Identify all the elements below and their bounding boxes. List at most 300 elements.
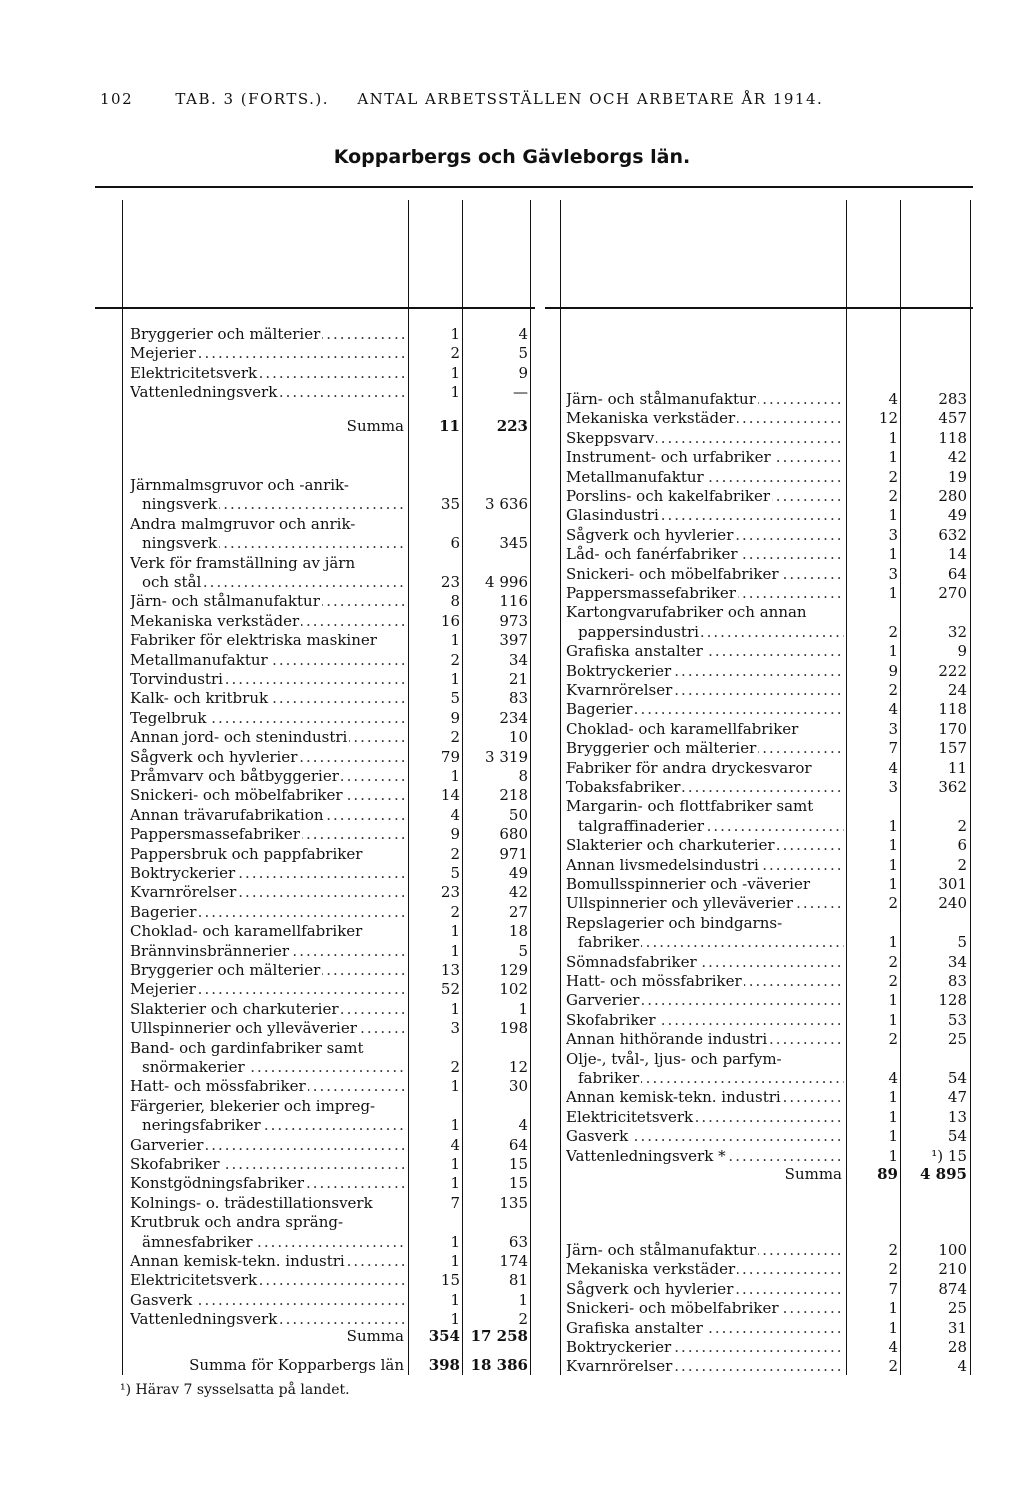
workers-value: 174 <box>499 1252 528 1270</box>
workers-value: 116 <box>499 592 528 611</box>
workplaces-value: 2 <box>888 1357 898 1376</box>
workplaces-value: 7 <box>888 1279 898 1298</box>
workplaces-value: 13 <box>440 961 460 979</box>
row-label-text: Ullspinnerier och ylleväverier <box>566 894 793 913</box>
workplaces-value: 1 <box>450 1232 460 1251</box>
workplaces-value: 1 <box>450 1252 460 1270</box>
row-label <box>130 554 406 573</box>
row-label <box>566 1241 844 1260</box>
row-label <box>566 603 844 622</box>
row-label-text: Kalk- och kritbruk <box>130 689 269 708</box>
row-label <box>130 344 406 363</box>
workers-value: 1 <box>518 1290 528 1309</box>
row-label <box>130 612 406 631</box>
row-label <box>566 1147 844 1166</box>
workplaces-value: 4 <box>888 700 898 719</box>
workers-value: 11 <box>947 758 967 777</box>
workers-value: 42 <box>508 883 528 902</box>
row-label-text: Sågverk och hyvlerier <box>566 525 734 544</box>
row-label <box>566 1299 844 1318</box>
row-label-text: Fabriker för elektriska maskiner <box>130 631 377 650</box>
row-label <box>566 662 844 681</box>
row-label-text: Slakterier och charkuterier <box>130 999 339 1018</box>
row-label-text: Tobaksfabriker <box>566 778 681 796</box>
workers-value: 2 <box>957 816 967 835</box>
workers-value: 632 <box>938 525 967 544</box>
workplaces-value: 4 <box>450 1135 460 1154</box>
row-label <box>566 681 844 700</box>
row-label-text: Grafiska anstalter <box>566 642 703 661</box>
workplaces-value: 79 <box>440 747 460 766</box>
summa-workplaces: 89 <box>877 1165 898 1183</box>
workers-value: 118 <box>938 700 967 719</box>
group-number <box>542 1108 556 1127</box>
workplaces-value: 2 <box>888 467 898 486</box>
row-label-text: Verk för framställning av järn <box>130 553 356 572</box>
row-label <box>566 1127 844 1146</box>
workers-value: 15 <box>508 1155 528 1173</box>
row-label-text: Kvarnrörelser <box>566 1357 673 1376</box>
row-label <box>130 689 406 708</box>
workers-value: 2 <box>957 855 967 874</box>
workers-value: 83 <box>508 689 528 708</box>
row-label <box>142 1116 406 1135</box>
row-label <box>130 592 406 611</box>
workers-value: 8 <box>518 767 528 785</box>
workers-value: 64 <box>508 1135 528 1154</box>
workplaces-value: 1 <box>450 999 460 1018</box>
workplaces-value: 1 <box>888 1318 898 1337</box>
group-number <box>108 748 122 767</box>
group-number <box>542 1357 556 1376</box>
column-divider <box>970 200 971 1375</box>
workplaces-value: 4 <box>888 1338 898 1356</box>
workplaces-value: 1 <box>450 941 460 960</box>
row-label-text: Margarin- och flottfabriker samt <box>566 797 814 816</box>
summa-workers: 17 258 <box>470 1327 528 1345</box>
group-number <box>108 476 122 495</box>
row-label-text: Bryggerier och mälterier <box>566 739 757 758</box>
row-label <box>130 786 406 805</box>
workers-value: 25 <box>947 1299 967 1318</box>
workplaces-value: 4 <box>888 1069 898 1087</box>
summa-workplaces: 354 <box>428 1327 460 1345</box>
workers-value: 210 <box>938 1260 967 1279</box>
column-divider <box>408 200 409 1375</box>
workers-value: 129 <box>499 961 528 979</box>
workplaces-value: 23 <box>440 883 460 902</box>
row-label <box>566 1030 844 1049</box>
workers-value: 50 <box>508 805 528 824</box>
workers-value: 100 <box>938 1241 967 1259</box>
row-label <box>130 825 406 844</box>
workers-value: 27 <box>508 902 528 921</box>
row-label-text: Vattenledningsverk <box>130 383 278 402</box>
workplaces-value: 1 <box>450 767 460 785</box>
workplaces-value: 1 <box>888 545 898 564</box>
workers-value: 170 <box>938 719 967 738</box>
row-label <box>566 914 844 933</box>
row-label-text: Grafiska anstalter <box>566 1318 703 1337</box>
row-label <box>578 933 844 952</box>
row-label <box>130 903 406 922</box>
row-label-text: Konstgödningsfabriker <box>130 1174 305 1193</box>
row-label <box>566 1011 844 1030</box>
row-label <box>566 487 844 506</box>
workers-value: 12 <box>508 1058 528 1076</box>
row-label <box>566 759 844 778</box>
row-label-text: snörmakerier <box>142 1058 245 1076</box>
workplaces-value: 9 <box>450 825 460 844</box>
row-label-text: ämnesfabriker <box>142 1232 253 1251</box>
workers-value: 971 <box>499 844 528 863</box>
workers-value: ¹) 15 <box>931 1146 967 1165</box>
footnote: ¹) Härav 7 sysselsatta på landet. <box>120 1382 350 1398</box>
row-label-text: Fabriker för andra dryckesvaror <box>566 758 812 777</box>
workplaces-value: 23 <box>440 573 460 591</box>
workplaces-value: 1 <box>450 631 460 650</box>
row-label <box>130 1291 406 1310</box>
row-label-text: Snickeri- och möbelfabriker <box>566 564 779 583</box>
workplaces-value: 1 <box>888 933 898 952</box>
row-label <box>566 1338 844 1357</box>
row-label <box>130 1097 406 1116</box>
row-label <box>130 728 406 747</box>
summa-workers: 18 386 <box>470 1356 528 1374</box>
workplaces-value: 2 <box>888 681 898 699</box>
workers-value: 4 996 <box>485 573 528 591</box>
row-label <box>130 515 406 534</box>
workplaces-value: 1 <box>888 991 898 1010</box>
group-number <box>108 1019 122 1038</box>
row-label-text: Annan livsmedelsindustri <box>566 855 759 874</box>
row-label-text: Andra malmgruvor och anrik- <box>130 514 356 533</box>
workers-value: 54 <box>947 1127 967 1146</box>
workplaces-value: 5 <box>450 864 460 882</box>
row-label <box>130 1213 406 1232</box>
workers-value: 680 <box>499 825 528 844</box>
row-label-text: ningsverk <box>142 534 218 553</box>
workplaces-value: 1 <box>888 855 898 874</box>
workplaces-value: 4 <box>888 390 898 408</box>
row-label-text: Torvindustri <box>130 670 223 688</box>
row-label <box>142 1233 406 1252</box>
row-label <box>130 1194 406 1213</box>
group-number <box>542 487 556 506</box>
row-label-text: Boktryckerier <box>566 1338 672 1356</box>
row-label <box>578 817 844 836</box>
workers-value: 240 <box>938 894 967 913</box>
row-label <box>566 972 844 991</box>
row-label-text: Mekaniska verkstäder <box>566 409 736 428</box>
row-label <box>566 778 844 797</box>
row-label <box>566 1280 844 1299</box>
row-label-text: Hatt- och mössfabriker <box>130 1077 306 1096</box>
workers-value: 42 <box>947 448 967 467</box>
workers-value: 9 <box>518 363 528 382</box>
row-label <box>566 506 844 525</box>
workplaces-value: 14 <box>440 786 460 805</box>
workplaces-value: 1 <box>450 1310 460 1329</box>
row-label-text: Skeppsvarv <box>566 428 655 447</box>
row-label <box>566 856 844 875</box>
row-label-text: Bryggerier och mälterier <box>130 961 321 979</box>
workplaces-value: 1 <box>450 922 460 941</box>
workers-value: 280 <box>938 487 967 505</box>
row-label <box>566 1088 844 1107</box>
row-label <box>566 836 844 855</box>
workers-value: 24 <box>947 681 967 699</box>
row-label <box>142 1058 406 1077</box>
workplaces-value: 1 <box>888 1088 898 1107</box>
workers-value: 4 <box>518 1116 528 1135</box>
row-label <box>130 1039 406 1058</box>
row-label <box>130 980 406 999</box>
row-label-text: Metallmanufaktur <box>130 650 268 669</box>
workplaces-value: 1 <box>888 1127 898 1146</box>
row-label-text: Vattenledningsverk <box>130 1310 278 1329</box>
row-label <box>130 364 406 383</box>
row-label <box>566 1260 844 1279</box>
row-label-text: Annan kemisk-tekn. industri <box>566 1088 781 1107</box>
row-label-text: Vattenledningsverk * <box>566 1146 726 1165</box>
row-label-text: Bomullsspinnerier och -väverier <box>566 875 811 893</box>
row-label-text: Annan jord- och stenindustri <box>130 728 348 747</box>
workplaces-value: 1 <box>450 1174 460 1193</box>
page-title: Kopparbergs och Gävleborgs län. <box>333 146 691 168</box>
workplaces-value: 2 <box>450 844 460 863</box>
workplaces-value: 52 <box>440 980 460 999</box>
workplaces-value: 1 <box>888 428 898 447</box>
row-label <box>566 739 844 758</box>
workers-value: 14 <box>947 545 967 564</box>
row-label-text: Ullspinnerier och ylleväverier <box>130 1019 357 1038</box>
workplaces-value: 4 <box>888 758 898 777</box>
row-label <box>566 894 844 913</box>
group-number <box>542 681 556 700</box>
row-label <box>566 448 844 467</box>
row-label <box>130 1252 406 1271</box>
row-label <box>130 845 406 864</box>
workers-value: 19 <box>947 467 967 486</box>
workers-value: 4 <box>957 1357 967 1376</box>
workplaces-value: 2 <box>450 344 460 363</box>
workplaces-value: 1 <box>450 1290 460 1309</box>
workers-value: 157 <box>938 739 967 758</box>
workers-value: 118 <box>938 428 967 447</box>
row-label <box>130 1271 406 1290</box>
workplaces-value: 2 <box>450 1058 460 1076</box>
workers-value: 10 <box>508 728 528 747</box>
row-label <box>578 623 844 642</box>
row-label <box>566 797 844 816</box>
workplaces-value: 1 <box>888 1010 898 1029</box>
group-number <box>108 825 122 844</box>
workers-value: 283 <box>938 390 967 408</box>
workplaces-value: 1 <box>450 363 460 382</box>
row-label-text: Annan trävarufabrikation <box>130 805 324 824</box>
row-label-text: Mekaniska verkstäder <box>130 611 300 630</box>
row-label <box>566 1319 844 1338</box>
row-label <box>130 631 406 650</box>
workers-value: 32 <box>947 622 967 641</box>
row-label-text: Boktryckerier <box>566 661 672 680</box>
row-label-text: Gasverk <box>130 1290 193 1309</box>
row-label-text: Gasverk <box>566 1127 629 1146</box>
row-label <box>130 383 406 402</box>
workplaces-value: 3 <box>450 1019 460 1038</box>
row-label <box>130 1000 406 1019</box>
row-label-text: fabriker <box>578 933 640 952</box>
row-label-text: Snickeri- och möbelfabriker <box>130 786 343 805</box>
row-label <box>130 806 406 825</box>
row-label-text: Hatt- och mössfabriker <box>566 972 742 990</box>
workers-value: 222 <box>938 661 967 680</box>
workplaces-value: 1 <box>450 670 460 688</box>
workers-value: 64 <box>947 564 967 583</box>
workers-value: 21 <box>508 670 528 688</box>
row-label <box>566 390 844 409</box>
workplaces-value: 4 <box>450 805 460 824</box>
row-label-text: neringsfabriker <box>142 1116 261 1135</box>
row-label-text: Kartongvarufabriker och annan <box>566 603 807 622</box>
row-label <box>130 748 406 767</box>
row-label <box>566 642 844 661</box>
group-number <box>542 1050 556 1069</box>
group-number <box>108 670 122 689</box>
row-label <box>130 325 406 344</box>
workers-value: 3 636 <box>485 495 528 514</box>
row-label <box>130 942 406 961</box>
workplaces-value: 35 <box>440 495 460 514</box>
summa-label: Summa <box>784 1165 842 1183</box>
running-head <box>100 90 823 108</box>
row-label-text: Bagerier <box>130 902 197 921</box>
workplaces-value: 16 <box>440 611 460 630</box>
workers-value: 5 <box>518 941 528 960</box>
workplaces-value: 2 <box>888 1260 898 1279</box>
row-label-text: Järnmalmsgruvor och -anrik- <box>130 476 349 494</box>
workplaces-value: 1 <box>450 1155 460 1173</box>
row-label <box>130 476 406 495</box>
row-label <box>566 1357 844 1376</box>
row-label-text: Skofabriker <box>566 1010 656 1029</box>
row-label <box>578 1069 844 1088</box>
workers-value: 270 <box>938 584 967 602</box>
workers-value: 5 <box>518 344 528 363</box>
workplaces-value: 9 <box>888 661 898 680</box>
workers-value: 34 <box>508 650 528 669</box>
row-label-text: Porslins- och kakelfabriker <box>566 487 771 505</box>
row-label-text: Band- och gardinfabriker samt <box>130 1038 364 1057</box>
group-number <box>542 875 556 894</box>
workplaces-value: 2 <box>888 622 898 641</box>
row-label-text: Choklad- och karamellfabriker <box>566 719 799 738</box>
row-label <box>566 565 844 584</box>
row-label-text: Choklad- och karamellfabriker <box>130 922 363 941</box>
row-label-text: Järn- och stålmanufaktur <box>566 390 756 408</box>
workers-value: 102 <box>499 980 528 999</box>
row-label <box>130 1136 406 1155</box>
group-number <box>108 1136 122 1155</box>
top-rule <box>95 186 973 188</box>
row-label <box>566 468 844 487</box>
workplaces-value: 8 <box>450 592 460 611</box>
workers-value: 301 <box>938 875 967 893</box>
row-label-text: Pappersbruk och pappfabriker <box>130 844 363 863</box>
workplaces-value: 1 <box>888 816 898 835</box>
row-label-text: Tegelbruk <box>130 708 207 727</box>
column-divider <box>846 200 847 1375</box>
row-label <box>130 961 406 980</box>
workplaces-value: 1 <box>450 383 460 402</box>
row-label-text: Elektricitetsverk <box>566 1107 694 1126</box>
workers-value: 397 <box>499 631 528 650</box>
row-label-text: Olje-, tvål-, ljus- och parfym- <box>566 1049 782 1068</box>
workers-value: 31 <box>947 1318 967 1337</box>
workplaces-value: 1 <box>888 448 898 467</box>
workers-value: 63 <box>508 1232 528 1251</box>
workplaces-value: 5 <box>450 689 460 708</box>
summa-workers: 4 895 <box>920 1165 967 1183</box>
row-label <box>130 864 406 883</box>
row-label <box>142 534 406 553</box>
workers-value: 28 <box>947 1338 967 1356</box>
row-label-text: Snickeri- och möbelfabriker <box>566 1299 779 1318</box>
workplaces-value: 7 <box>888 739 898 758</box>
row-label-text: Pappersmassefabriker <box>566 584 736 602</box>
workers-value: 81 <box>508 1271 528 1290</box>
workplaces-value: 2 <box>888 972 898 990</box>
row-label <box>566 700 844 719</box>
workplaces-value: 6 <box>450 534 460 553</box>
workplaces-value: 1 <box>888 1146 898 1165</box>
workers-value: 2 <box>518 1310 528 1329</box>
workplaces-value: 3 <box>888 564 898 583</box>
workplaces-value: 1 <box>888 642 898 661</box>
row-label <box>130 883 406 902</box>
workers-value: 345 <box>499 534 528 553</box>
row-label <box>566 545 844 564</box>
summa-workers: 223 <box>496 416 528 435</box>
row-label <box>566 429 844 448</box>
workplaces-value: 12 <box>878 409 898 428</box>
workplaces-value: 3 <box>888 778 898 796</box>
workers-value: 362 <box>938 778 967 796</box>
page-heading: ANTAL ARBETSSTÄLLEN OCH ARBETARE ÅR 1914. <box>357 90 824 108</box>
row-label-text: Mekaniska verkstäder <box>566 1260 736 1279</box>
row-label <box>130 1155 406 1174</box>
workplaces-value: 2 <box>450 902 460 921</box>
group-number <box>542 584 556 603</box>
row-label-text: Slakterier och charkuterier <box>566 836 775 855</box>
row-label-text: Kvarnrörelser <box>566 681 673 699</box>
workplaces-value: 2 <box>888 487 898 505</box>
row-label <box>566 409 844 428</box>
group-number <box>542 1319 556 1338</box>
group-number <box>542 1280 556 1299</box>
workers-value: 973 <box>499 611 528 630</box>
row-label-text: Elektricitetsverk <box>130 1271 258 1290</box>
row-label-text: ningsverk <box>142 495 218 514</box>
workers-value: 457 <box>938 409 967 428</box>
row-label-text: Järn- och stålmanufaktur <box>566 1241 756 1259</box>
workers-value: 18 <box>508 922 528 941</box>
group-number <box>108 1271 122 1290</box>
row-label <box>566 1050 844 1069</box>
row-label-text: Garverier <box>566 991 640 1010</box>
workplaces-value: 9 <box>450 708 460 727</box>
